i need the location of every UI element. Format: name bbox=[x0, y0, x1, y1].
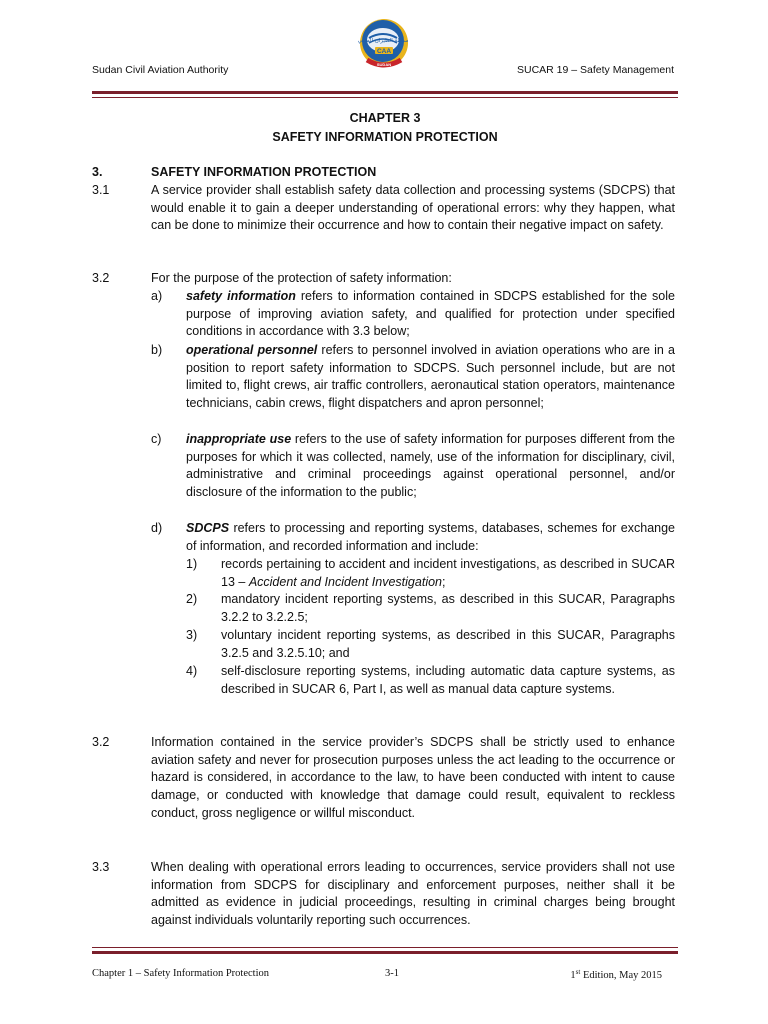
sublist-item-label: 2) bbox=[186, 592, 198, 606]
logo-country: SUDAN bbox=[376, 62, 392, 67]
footer-rule-thick bbox=[92, 951, 678, 954]
definition-text: refers to personnel involved in aviation operations who are in a position to report safety information to SDCPS. Such personnel include, but are not limited to, flight crews, air traffic controllers, aeronautical station operators, maintenance technicians, cabin crews, flight dispatchers and apron personnel; bbox=[186, 343, 675, 411]
header-rule-thin bbox=[92, 97, 678, 98]
defined-term: inappropriate use bbox=[186, 432, 292, 446]
header-org-name: Sudan Civil Aviation Authority bbox=[92, 64, 229, 76]
logo-abbr: CAA bbox=[376, 48, 392, 55]
edition-date: Edition, May 2015 bbox=[580, 970, 662, 981]
list-item-text bbox=[186, 431, 675, 502]
paragraph-number: 3.2 bbox=[92, 735, 110, 749]
paragraph-text: A service provider shall establish safety data collection and processing systems (SDCPS) that would enable it to gain a deeper understanding of operational errors: why they happen, what can be done to minimize their occurrence and how to contain their negative impact on safety. bbox=[151, 183, 675, 233]
logo-arabic-text: سلطة الطيران المدني bbox=[357, 38, 409, 44]
paragraph-number: 3.3 bbox=[92, 860, 110, 874]
section-number: 3. bbox=[92, 165, 103, 179]
defined-term: SDCPS bbox=[186, 521, 230, 535]
footer-rule-thin bbox=[92, 947, 678, 948]
definition-text: refers to the use of safety information for purposes different from the purposes for which it was collected, namely, use of the information for disciplinary, civil, administrative and criminal proceedings against operational personnel, and/or disclosure of the information to the public; bbox=[186, 432, 675, 500]
header-doc-name: SUCAR 19 – Safety Management bbox=[517, 64, 674, 76]
footer-chapter: Chapter 1 – Safety Information Protection bbox=[92, 968, 269, 979]
paragraph-number: 3.1 bbox=[92, 183, 110, 197]
list-item-text bbox=[186, 342, 675, 413]
sublist-item-label: 1) bbox=[186, 557, 198, 571]
list-item-text bbox=[186, 520, 675, 555]
footer-page-number: 3-1 bbox=[385, 968, 399, 979]
edition-number: 1 bbox=[570, 970, 576, 981]
defined-term: operational personnel bbox=[186, 343, 318, 357]
list-item-label: a) bbox=[151, 289, 163, 303]
list-item-label: d) bbox=[151, 521, 163, 535]
header-rule-thick bbox=[92, 91, 678, 94]
defined-term: safety information bbox=[186, 289, 296, 303]
list-item-label: b) bbox=[151, 343, 163, 357]
paragraph-text: Information contained in the service provider’s SDCPS shall be strictly used to enhance aviation safety and never for prosecution purposes unless the act leading to the occurrence or hazard is considered, in accordance to the law, to have been conducted with intent to cause damage, or conducted with knowledge that damage could result, equivalent to reckless conduct, gross negligence or willful misconduct. bbox=[151, 735, 675, 820]
edition-suffix: st bbox=[575, 968, 581, 976]
footer-edition bbox=[570, 968, 662, 981]
sublist-item-text: self-disclosure reporting systems, including automatic data capture systems, as described in SUCAR 6, Part I, as well as manual data capture systems. bbox=[221, 664, 675, 696]
chapter-number: CHAPTER 3 bbox=[349, 111, 421, 125]
list-item-text bbox=[186, 288, 675, 341]
sublist-item-label: 4) bbox=[186, 664, 198, 678]
sublist-item-text bbox=[221, 556, 675, 591]
definition-text: refers to processing and reporting systems, databases, schemes for exchange of information, and recorded information and include: bbox=[186, 521, 675, 553]
paragraph-text: For the purpose of the protection of safety information: bbox=[151, 271, 452, 285]
section-heading: SAFETY INFORMATION PROTECTION bbox=[151, 165, 377, 179]
paragraph-text: When dealing with operational errors leading to occurrences, service providers shall not use information from SDCPS for disciplinary and enforcement purposes, neither shall it be admitted as evidence in judicial proceedings, resulting in criminal charges being brought against individuals voluntarily reporting such occurrences. bbox=[151, 860, 675, 928]
sublist-item-text: voluntary incident reporting systems, as described in this SUCAR, Paragraphs 3.2.5 and 3.2.5.10; and bbox=[221, 628, 675, 660]
sublist-text-part: records pertaining to accident and incident investigations, as described in SUCAR 13 – bbox=[221, 557, 675, 589]
definition-text: refers to information contained in SDCPS established for the sole purpose of improving aviation safety, and qualified for protection under specified conditions in accordance with 3.3 below; bbox=[186, 289, 675, 339]
list-item-label: c) bbox=[151, 432, 162, 446]
paragraph-number: 3.2 bbox=[92, 271, 110, 285]
sublist-item-text: mandatory incident reporting systems, as described in this SUCAR, Paragraphs 3.2.2 to 3.2.2.5; bbox=[221, 592, 675, 624]
scaa-emblem-icon bbox=[355, 16, 413, 72]
chapter-title: SAFETY INFORMATION PROTECTION bbox=[272, 130, 498, 144]
sublist-text-part: ; bbox=[442, 574, 446, 589]
sublist-item-label: 3) bbox=[186, 628, 198, 642]
document-title-reference: Accident and Incident Investigation bbox=[248, 574, 442, 589]
